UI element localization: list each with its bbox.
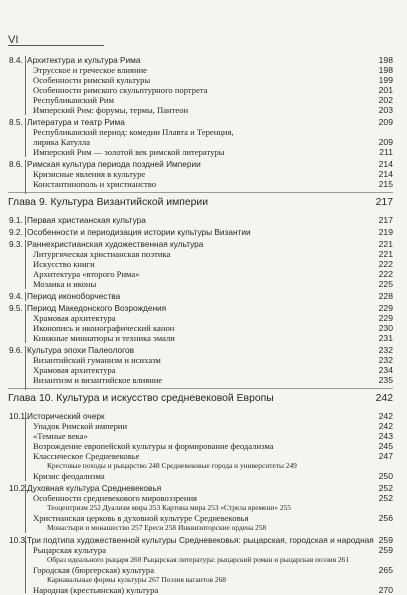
section-bracket bbox=[25, 412, 26, 481]
section-number: 9.6. bbox=[9, 345, 23, 355]
toc-entry[interactable] bbox=[0, 471, 407, 481]
entry-title: Три подтипа художественной культуры Средневековья: рыцарская, городская и народная bbox=[27, 535, 374, 545]
page-ref: 234 bbox=[378, 365, 393, 375]
entry-title: Книжные миниатюры и техника эмали bbox=[33, 333, 175, 343]
section-number: 9.2. bbox=[9, 227, 23, 237]
entry-title: Особенности и периодизация истории культуры Византии bbox=[27, 227, 251, 237]
section-bracket bbox=[25, 292, 26, 301]
section-bracket bbox=[25, 228, 26, 237]
page-ref: 217 bbox=[378, 215, 393, 225]
chapter-entry[interactable] bbox=[0, 196, 407, 209]
section-bracket bbox=[25, 118, 26, 157]
page-ref: 199 bbox=[378, 75, 393, 85]
entry-title: Литургическая христианская поэтика bbox=[33, 249, 171, 259]
entry-title: Искусство книги bbox=[33, 259, 95, 269]
section-bracket bbox=[25, 56, 26, 115]
toc-entry[interactable] bbox=[0, 95, 407, 105]
toc-entry[interactable] bbox=[0, 333, 407, 343]
page-ref: 242 bbox=[375, 393, 393, 404]
entry-title: Христианская церковь в духовной культуре Средневековья bbox=[33, 513, 249, 523]
entry-title: Городская (бюргерская) культура bbox=[33, 565, 155, 575]
page-ref: 221 bbox=[378, 249, 393, 259]
section-entry[interactable] bbox=[0, 215, 407, 225]
page-ref: 215 bbox=[378, 179, 393, 189]
toc-entry[interactable] bbox=[0, 365, 407, 375]
entry-title: Храмовая архитектура bbox=[33, 365, 116, 375]
toc-entry[interactable] bbox=[0, 451, 407, 461]
entry-title: Кризис феодализма bbox=[33, 471, 105, 481]
toc-entry[interactable] bbox=[0, 65, 407, 75]
chapter-separator bbox=[8, 388, 393, 389]
section-bracket bbox=[25, 160, 26, 194]
page-ref: 222 bbox=[378, 259, 393, 269]
entry-title: Архитектура и культура Рима bbox=[27, 55, 141, 65]
entry-title: Особенности римской культуры bbox=[33, 75, 151, 85]
page-ref: 250 bbox=[378, 471, 393, 481]
entry-title: Монастыри и монашество 257 Ереси 258 Инквизиторские ордена 258 bbox=[47, 523, 267, 532]
section-number: 8.6. bbox=[9, 159, 23, 169]
entry-title: Классическое Средневековье bbox=[33, 451, 140, 461]
page-ref: 230 bbox=[378, 323, 393, 333]
section-entry[interactable] bbox=[0, 345, 407, 355]
entry-title: Республиканский Рим bbox=[33, 95, 114, 105]
section-bracket bbox=[25, 216, 26, 225]
page-ref: 202 bbox=[378, 95, 393, 105]
section-bracket bbox=[25, 484, 26, 533]
entry-title: Упадок Римской империи bbox=[33, 421, 128, 431]
entry-title: Глава 10. Культура и искусство средневековой Европы bbox=[8, 393, 274, 404]
toc-entry[interactable] bbox=[0, 575, 407, 585]
entry-title: Народная (крестьянская) культура bbox=[33, 585, 159, 595]
section-number: 9.1. bbox=[9, 215, 23, 225]
toc-entry[interactable] bbox=[0, 259, 407, 269]
section-number: 9.3. bbox=[9, 239, 23, 249]
entry-title: Возрождение европейской культуры и формирование феодализма bbox=[33, 441, 274, 451]
page-ref: 252 bbox=[378, 483, 393, 493]
toc-entry[interactable] bbox=[0, 441, 407, 451]
page-ref: 201 bbox=[378, 85, 393, 95]
section-bracket bbox=[25, 536, 26, 593]
page-ref: 214 bbox=[378, 169, 393, 179]
page-ref: 229 bbox=[378, 313, 393, 323]
entry-title: Архитектура «второго Рима» bbox=[33, 269, 140, 279]
toc-entry[interactable] bbox=[0, 585, 407, 595]
entry-title: Период Македонского Возрождения bbox=[27, 303, 167, 313]
entry-title: Глава 9. Культура Византийской империи bbox=[8, 197, 209, 208]
entry-title: Духовная культура Средневековья bbox=[27, 483, 162, 493]
entry-title: Этрусское и греческое влияние bbox=[33, 65, 147, 75]
page-ref: 214 bbox=[378, 159, 393, 169]
entry-title: Византизм и византийское влияние bbox=[33, 375, 163, 385]
page-ref: 203 bbox=[378, 105, 393, 115]
entry-title: Образ идеального рыцаря 260 Рыцарская литература: рыцарский роман и рыцарская поэзия 261 bbox=[47, 555, 350, 564]
toc-entry[interactable] bbox=[0, 375, 407, 385]
section-entry[interactable] bbox=[0, 55, 407, 65]
toc-entry[interactable] bbox=[0, 127, 407, 137]
toc-entry[interactable] bbox=[0, 105, 407, 115]
entry-title: Период иконоборчества bbox=[27, 291, 121, 301]
entry-title: «Темные века» bbox=[33, 431, 88, 441]
toc-entry[interactable] bbox=[0, 85, 407, 95]
entry-title: Храмовая архитектура bbox=[33, 313, 116, 323]
entry-title: Византийский гуманизм и исихазм bbox=[33, 355, 161, 365]
page-ref: 211 bbox=[379, 147, 393, 157]
toc-entry[interactable] bbox=[0, 421, 407, 431]
section-entry[interactable] bbox=[0, 483, 407, 493]
toc-entry[interactable] bbox=[0, 565, 407, 575]
entry-title: Имперский Рим — золотой век римской литературы bbox=[33, 147, 225, 157]
entry-title: Первая христианская культура bbox=[27, 215, 146, 225]
entry-title: Иконопись и иконографический канон bbox=[33, 323, 175, 333]
entry-title: Раннехристианская художественная культура bbox=[27, 239, 204, 249]
page-ref: 256 bbox=[378, 513, 393, 523]
section-number: 10.2. bbox=[9, 483, 28, 493]
chapter-separator bbox=[8, 192, 393, 193]
page-ref: 222 bbox=[378, 269, 393, 279]
page-ref: 259 bbox=[378, 535, 393, 545]
page-ref: 252 bbox=[378, 493, 393, 503]
toc-entry[interactable] bbox=[0, 179, 407, 189]
section-entry[interactable] bbox=[0, 117, 407, 127]
entry-title: Культура эпохи Палеологов bbox=[27, 345, 135, 355]
entry-title: Рыцарская культура bbox=[33, 545, 106, 555]
page-ref: 245 bbox=[378, 441, 393, 451]
entry-title: Литература и театр Рима bbox=[27, 117, 125, 127]
page-ref: 221 bbox=[378, 239, 393, 249]
page-ref: 217 bbox=[375, 197, 393, 208]
page-ref: 259 bbox=[378, 545, 393, 555]
toc-entry[interactable] bbox=[0, 503, 407, 513]
section-number: 9.4. bbox=[9, 291, 23, 301]
section-entry[interactable] bbox=[0, 535, 407, 545]
toc-entry[interactable] bbox=[0, 355, 407, 365]
page-ref: 270 bbox=[378, 585, 393, 595]
entry-title: Особенности средневекового мировоззрения bbox=[33, 493, 198, 503]
entry-title: Кризисные явления в культуре bbox=[33, 169, 146, 179]
toc-entry[interactable] bbox=[0, 279, 407, 289]
chapter-entry[interactable] bbox=[0, 392, 407, 405]
section-bracket bbox=[25, 346, 26, 390]
page-ref: 247 bbox=[378, 451, 393, 461]
section-entry[interactable] bbox=[0, 227, 407, 237]
section-entry[interactable] bbox=[0, 291, 407, 301]
toc-entry[interactable] bbox=[0, 169, 407, 179]
toc-entry[interactable] bbox=[0, 555, 407, 565]
page-ref: 198 bbox=[378, 65, 393, 75]
toc-entry[interactable] bbox=[0, 249, 407, 259]
entry-title: Особенности римского скульптурного портрета bbox=[33, 85, 208, 95]
section-number: 10.3. bbox=[9, 535, 28, 545]
page-ref: 242 bbox=[378, 421, 393, 431]
page-ref: 209 bbox=[378, 137, 393, 147]
page-ref: 228 bbox=[378, 291, 393, 301]
section-entry[interactable] bbox=[0, 159, 407, 169]
entry-title: Теоцентризм 252 Дуализм мира 253 Картина мира 253 «Стрела времени» 255 bbox=[47, 503, 291, 512]
toc-entry[interactable] bbox=[0, 493, 407, 503]
section-number: 9.5. bbox=[9, 303, 23, 313]
toc-entry[interactable] bbox=[0, 137, 407, 147]
header-rule bbox=[8, 45, 104, 46]
toc-entry[interactable] bbox=[0, 147, 407, 157]
page-number: VI bbox=[8, 34, 19, 46]
entry-title: Карнавальные формы культуры 267 Поэзия вагантов 268 bbox=[47, 575, 226, 584]
entry-title: Республиканский период: комедии Плавта и Теренция, bbox=[33, 127, 234, 137]
section-number: 8.4. bbox=[9, 55, 23, 65]
toc-entry[interactable] bbox=[0, 313, 407, 323]
entry-title: Константинополь и христианство bbox=[33, 179, 157, 189]
entry-title: Римская культура периода поздней Империи bbox=[27, 159, 201, 169]
page-ref: 232 bbox=[378, 355, 393, 365]
entry-title: Исторический очерк bbox=[27, 411, 105, 421]
toc-entry[interactable] bbox=[0, 431, 407, 441]
toc-entry[interactable] bbox=[0, 461, 407, 471]
entry-title: Мозаика и иконы bbox=[33, 279, 97, 289]
page-ref: 209 bbox=[378, 117, 393, 127]
page-ref: 243 bbox=[378, 431, 393, 441]
page-ref: 225 bbox=[378, 279, 393, 289]
toc-entry[interactable] bbox=[0, 513, 407, 523]
section-entry[interactable] bbox=[0, 411, 407, 421]
toc-entry[interactable] bbox=[0, 545, 407, 555]
entry-title: Крестовые походы и рыцарство 248 Средневековые города и университеты 249 bbox=[47, 461, 297, 470]
section-bracket bbox=[25, 240, 26, 289]
page-ref: 219 bbox=[378, 227, 393, 237]
page-ref: 231 bbox=[378, 333, 393, 343]
page-ref: 232 bbox=[378, 345, 393, 355]
toc-entry[interactable] bbox=[0, 269, 407, 279]
entry-title: лирика Катулла bbox=[33, 137, 90, 147]
section-entry[interactable] bbox=[0, 303, 407, 313]
section-number: 8.5. bbox=[9, 117, 23, 127]
toc-entry[interactable] bbox=[0, 75, 407, 85]
section-entry[interactable] bbox=[0, 239, 407, 249]
toc-entry[interactable] bbox=[0, 323, 407, 333]
page-ref: 242 bbox=[378, 411, 393, 421]
section-bracket bbox=[25, 304, 26, 343]
page-ref: 235 bbox=[378, 375, 393, 385]
page-ref: 265 bbox=[378, 565, 393, 575]
page-ref: 198 bbox=[378, 55, 393, 65]
entry-title: Имперский Рим: форумы, термы, Пантеон bbox=[33, 105, 189, 115]
toc-entry[interactable] bbox=[0, 523, 407, 533]
page-ref: 229 bbox=[378, 303, 393, 313]
section-number: 10.1. bbox=[9, 411, 28, 421]
